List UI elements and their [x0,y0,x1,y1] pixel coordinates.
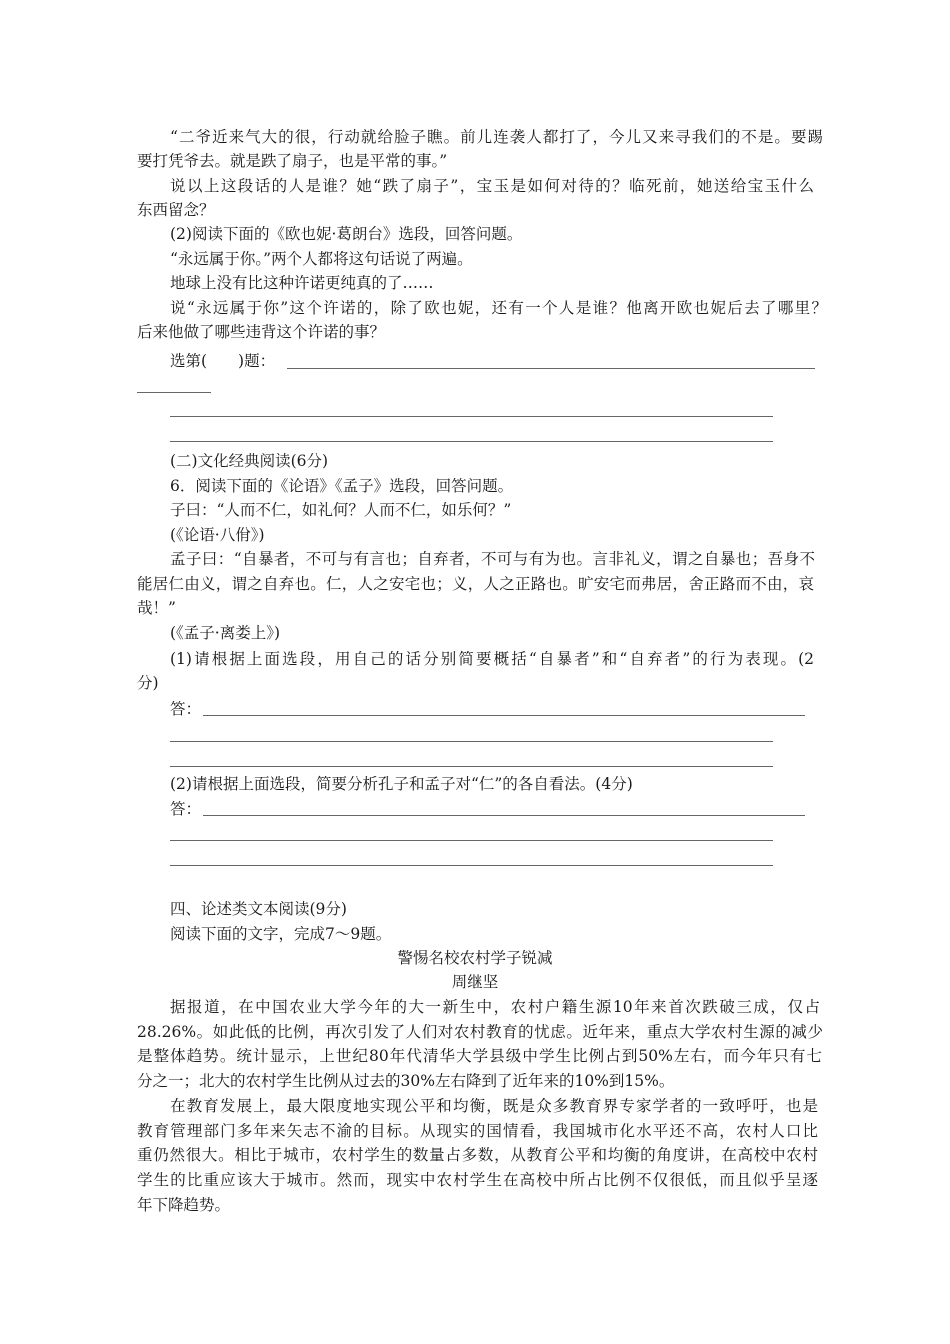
answer-line[interactable] [170,840,773,841]
article-title: 警惕名校农村学子锐减 [397,949,553,967]
article-author: 周继坚 [451,973,499,991]
question-prompt: 6．阅读下面的《论语》《孟子》选段，回答问题。 [170,477,514,495]
quote-line: 哉！” [137,599,176,617]
quote-line: 要打凭爷去。就是跌了扇子，也是平常的事。” [137,152,448,170]
answer-line[interactable] [170,865,773,866]
article-paragraph-line: 重仍然很大。相比于城市，农村学生的数量占多数，从教育公平和均衡的角度讲，在高校中农村 [137,1146,818,1164]
question-prompt: (2)阅读下面的《欧也妮·葛朗台》选段，回答问题。 [170,225,523,243]
section-heading: (二)文化经典阅读(6分) [170,452,329,470]
answer-line[interactable] [287,368,815,369]
quote-line: 能居仁由义，谓之自弃也。仁，人之安宅也；义，人之正路也。旷安宅而弗居，舍正路而不由，哀 [137,575,814,593]
question-prompt: (1)请根据上面选段，用自己的话分别简要概括“自暴者”和“自弃者”的行为表现。(2 [170,650,814,668]
passage-line: “永远属于你。”两个人都将这句话说了两遍。 [170,250,473,268]
article-paragraph-line: 在教育发展上，最大限度地实现公平和均衡，既是众多教育界专家学者的一致呼吁，也是 [170,1097,818,1115]
quote-line: 孟子曰：“自暴者，不可与有言也；自弃者，不可与有为也。言非礼义，谓之自暴也；吾身不 [170,550,815,568]
answer-label: 答： [170,700,202,718]
question-line: 说以上这段话的人是谁？她“跌了扇子”，宝玉是如何对待的？临死前，她送给宝玉什么 [170,177,814,195]
passage-line: 地球上没有比这种许诺更纯真的了…… [170,274,434,292]
instruction: 阅读下面的文字，完成7～9题。 [170,925,392,943]
article-paragraph-line: 28.26%。如此低的比例，再次引发了人们对农村教育的忧虑。近年来，重点大学农村生源的减少 [137,1023,823,1041]
question-prompt: (2)请根据上面选段，简要分析孔子和孟子对“仁”的各自看法。(4分) [170,775,633,793]
choose-question-label: 选第( )题： [170,352,276,370]
article-paragraph-line: 教育管理部门多年来矢志不渝的目标。从现实的国情看，我国城市化水平还不高，农村人口比 [137,1122,818,1140]
source-citation: (《孟子·离娄上》) [170,624,281,642]
source-citation: (《论语·八佾》) [170,526,265,544]
article-paragraph-line: 分之一；北大的农村学生比例从过去的30%左右降到了近年来的10%到15%。 [137,1072,675,1090]
article-paragraph-line: 学生的比重应该大于城市。然而，现实中农村学生在高校中所占比例不仅很低，而且似乎呈逐 [137,1171,818,1189]
question-line: 说“永远属于你”这个许诺的，除了欧也妮，还有一个人是谁？他离开欧也妮后去了哪里？ [170,299,827,317]
question-line: 后来他做了哪些违背这个许诺的事？ [137,323,386,341]
answer-line[interactable] [203,815,805,816]
article-paragraph-line: 据报道，在中国农业大学今年的大一新生中，农村户籍生源10年来首次跌破三成，仅占 [170,998,820,1016]
question-line: 东西留念？ [137,201,215,219]
answer-line[interactable] [137,392,211,393]
article-paragraph-line: 是整体趋势。统计显示，上世纪80年代清华大学县级中学生比例占到50%左右，而今年只有七 [137,1047,822,1065]
section-heading: 四、论述类文本阅读(9分) [170,900,347,918]
answer-label: 答： [170,800,202,818]
answer-line[interactable] [203,715,805,716]
quote-line: “二爷近来气大的很，行动就给脸子瞧。前儿连袭人都打了，今儿又来寻我们的不是。要踢 [170,128,823,146]
answer-line[interactable] [170,441,773,442]
article-paragraph-line: 年下降趋势。 [137,1196,231,1214]
answer-line[interactable] [170,416,773,417]
answer-line[interactable] [170,766,773,767]
answer-line[interactable] [170,741,773,742]
question-prompt: 分) [137,674,159,692]
quote-line: 子曰：“人而不仁，如礼何？人而不仁，如乐何？” [170,501,512,519]
